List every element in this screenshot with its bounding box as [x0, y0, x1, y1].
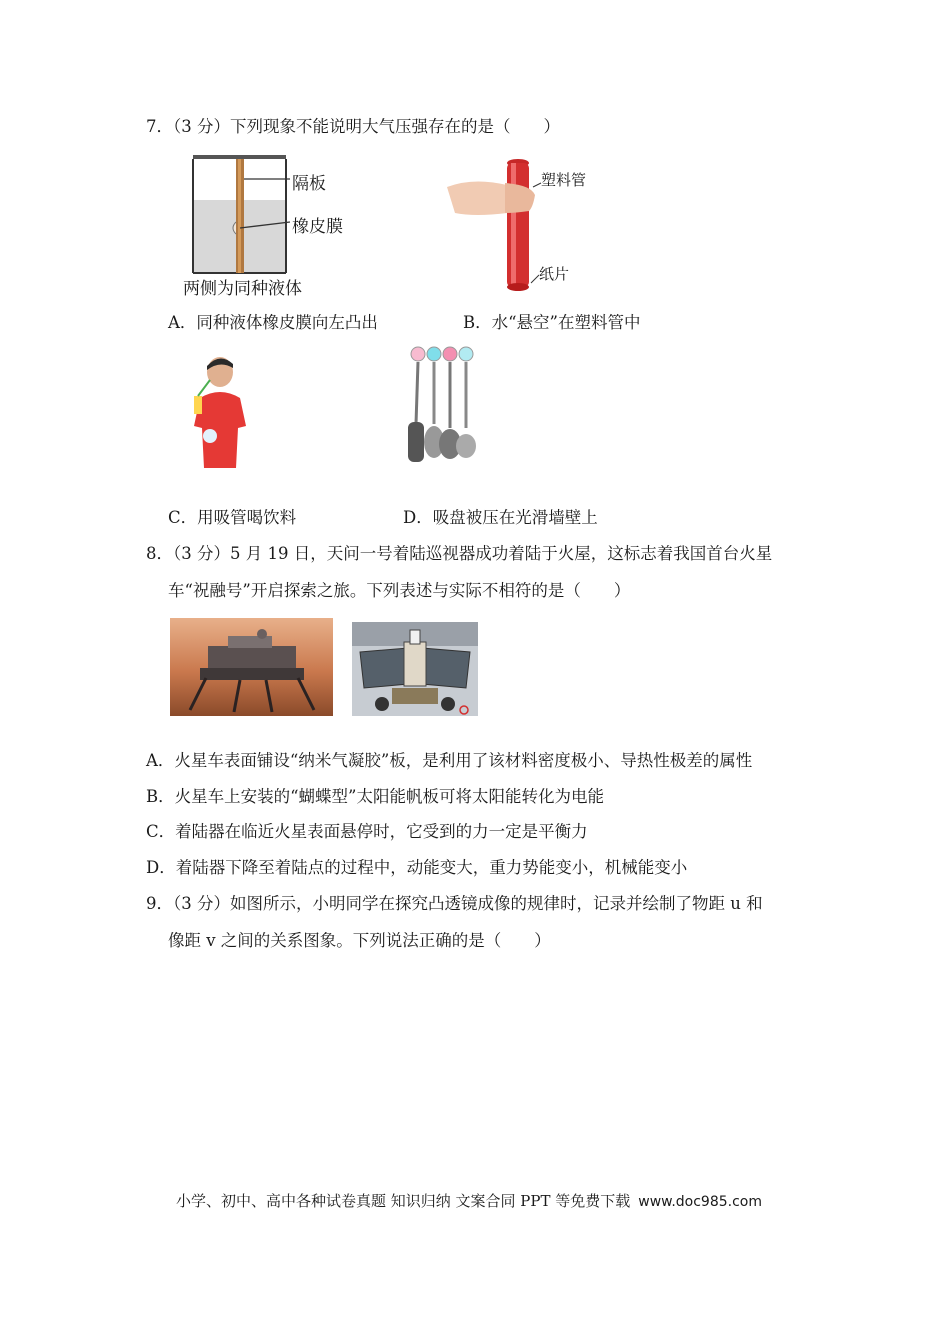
q8-stem-line2: 车“祝融号”开启探索之旅。下列表述与实际不相符的是（ ） — [168, 581, 631, 600]
q8-stem-line1: 8．（3 分）5 月 19 日，天问一号着陆巡视器成功着陆于火屋，这标志着我国首台火星 — [146, 544, 773, 563]
membrane-label: 橡皮膜 — [292, 217, 343, 237]
tube-label: 塑料管 — [541, 171, 587, 189]
footer-text: 小学、初中、高中各种试卷真题 知识归纳 文案合同 PPT 等免费下载 — [176, 1192, 631, 1210]
page-footer — [176, 1190, 762, 1213]
q8-lander-photo — [170, 618, 333, 716]
q7-option-d: D．吸盘被压在光滑墙壁上 — [403, 508, 598, 527]
q7-figure-b — [445, 155, 615, 300]
q7-figure-a — [180, 150, 350, 300]
q7-option-a: A．同种液体橡皮膜向左凸出 — [168, 313, 378, 332]
q7-option-c: C．用吸管喝饮料 — [168, 508, 297, 527]
q7-figure-d — [404, 344, 484, 470]
q7-stem: 7．（3 分）下列现象不能说明大气压强存在的是（ ） — [146, 117, 560, 136]
footer-link[interactable]: www.doc985.com — [638, 1194, 763, 1210]
q8-option-a: A．火星车表面铺设“纳米气凝胶”板，是利用了该材料密度极小、导热性极差的属性 — [146, 751, 753, 770]
q8-option-c: C．着陆器在临近火星表面悬停时，它受到的力一定是平衡力 — [146, 822, 588, 841]
q9-stem-line1: 9．（3 分）如图所示，小明同学在探究凸透镜成像的规律时，记录并绘制了物距 u 和 — [146, 894, 763, 913]
figure-a-caption: 两侧为同种液体 — [183, 279, 302, 299]
partition-label: 隔板 — [292, 174, 326, 194]
paper-label: 纸片 — [539, 265, 570, 283]
q7-option-b: B．水“悬空”在塑料管中 — [463, 313, 641, 332]
q7-figure-c — [188, 350, 253, 470]
q8-option-d: D．着陆器下降至着陆点的过程中，动能变大，重力势能变小，机械能变小 — [146, 858, 688, 877]
q8-option-b: B．火星车上安装的“蝴蝶型”太阳能帆板可将太阳能转化为电能 — [146, 787, 604, 806]
q9-stem-line2: 像距 v 之间的关系图象。下列说法正确的是（ ） — [168, 931, 551, 950]
q8-rover-photo — [352, 622, 478, 716]
